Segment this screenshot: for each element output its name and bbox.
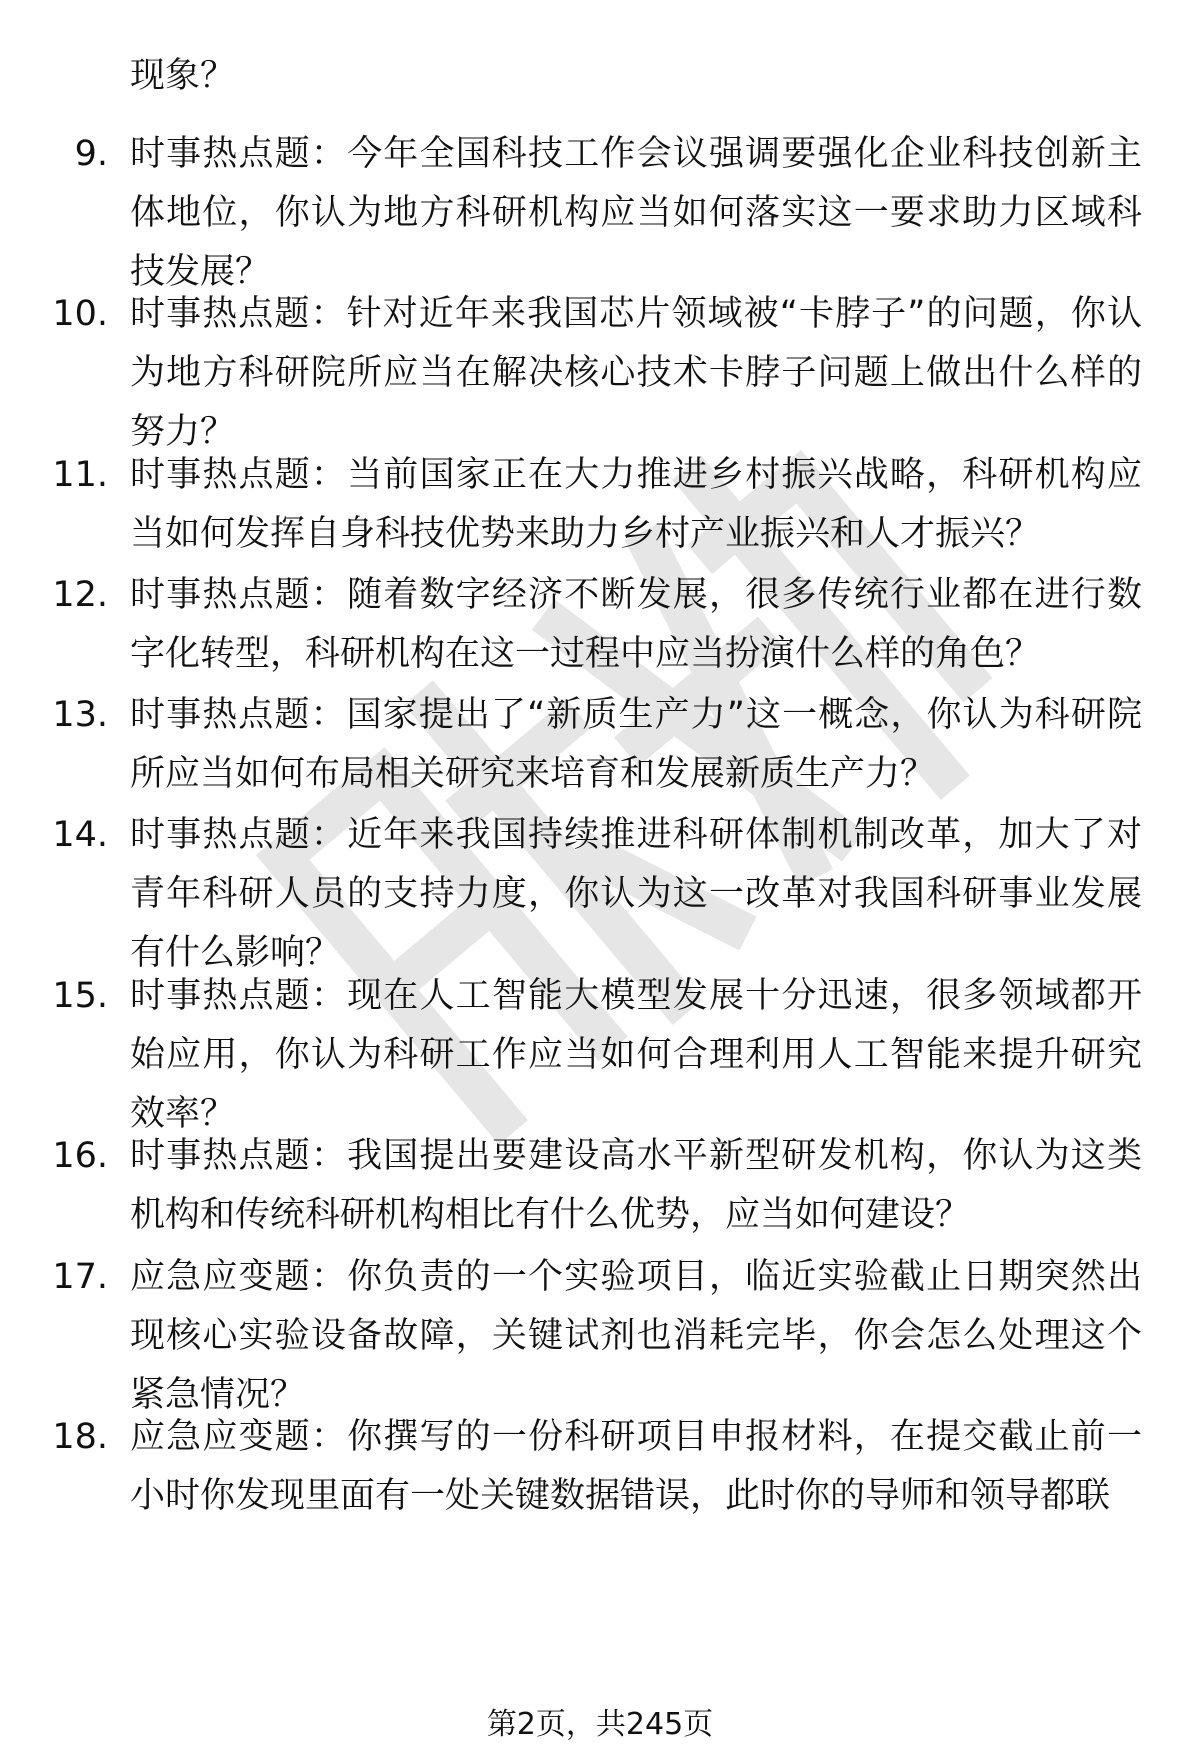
item-text: 时事热点题：针对近年来我国芯片领域被“卡脖子”的问题，你认为地方科研院所应当在解决核心技术卡脖子问题上做出什么样的努力？ [130, 294, 1142, 452]
item-number: 9. [74, 134, 108, 174]
item-number: 15. [52, 976, 108, 1016]
item-text: 时事热点题：现在人工智能大模型发展十分迅速，很多领域都开始应用，你认为科研工作应当如何合理利用人工智能来提升研究效率？ [130, 976, 1142, 1134]
item-number: 10. [52, 294, 108, 334]
item-text: 时事热点题：随着数字经济不断发展，很多传统行业都在进行数字化转型，科研机构在这一过程中应当扮演什么样的角色？ [130, 575, 1142, 674]
item-text: 时事热点题：我国提出要建设高水平新型研发机构，你认为这类机构和传统科研机构相比有什么优势，应当如何建设？ [130, 1136, 1142, 1235]
item-number: 16. [52, 1136, 108, 1176]
item-text: 时事热点题：近年来我国持续推进科研体制机制改革，加大了对青年科研人员的支持力度，你认为这一改革对我国科研事业发展有什么影响？ [130, 815, 1142, 973]
item-number: 14. [52, 815, 108, 855]
item-number: 13. [52, 695, 108, 735]
item-text: 应急应变题：你撰写的一份科研项目申报材料，在提交截止前一小时你发现里面有一处关键数据错误，此时你的导师和领导都联 [130, 1417, 1142, 1516]
item-text: 时事热点题：国家提出了“新质生产力”这一概念，你认为科研院所应当如何布局相关研究来培育和发展新质生产力？ [130, 695, 1142, 794]
item-text: 时事热点题：今年全国科技工作会议强调要强化企业科技创新主体地位，你认为地方科研机构应当如何落实这一要求助力区域科技发展？ [130, 134, 1142, 292]
item-number: 17. [52, 1257, 108, 1297]
item-text: 应急应变题：你负责的一个实验项目，临近实验截止日期突然出现核心实验设备故障，关键试剂也消耗完毕，你会怎么处理这个紧急情况？ [130, 1257, 1142, 1415]
item-number: 18. [52, 1417, 108, 1457]
page-footer: 第2页，共245页 [486, 1707, 714, 1742]
item-text: 时事热点题：当前国家正在大力推进乡村振兴战略，科研机构应当如何发挥自身科技优势来助力乡村产业振兴和人才振兴？ [130, 455, 1142, 554]
item-number: 12. [52, 575, 108, 615]
item-number: 11. [52, 455, 108, 495]
item-text: 现象？ [130, 56, 236, 96]
